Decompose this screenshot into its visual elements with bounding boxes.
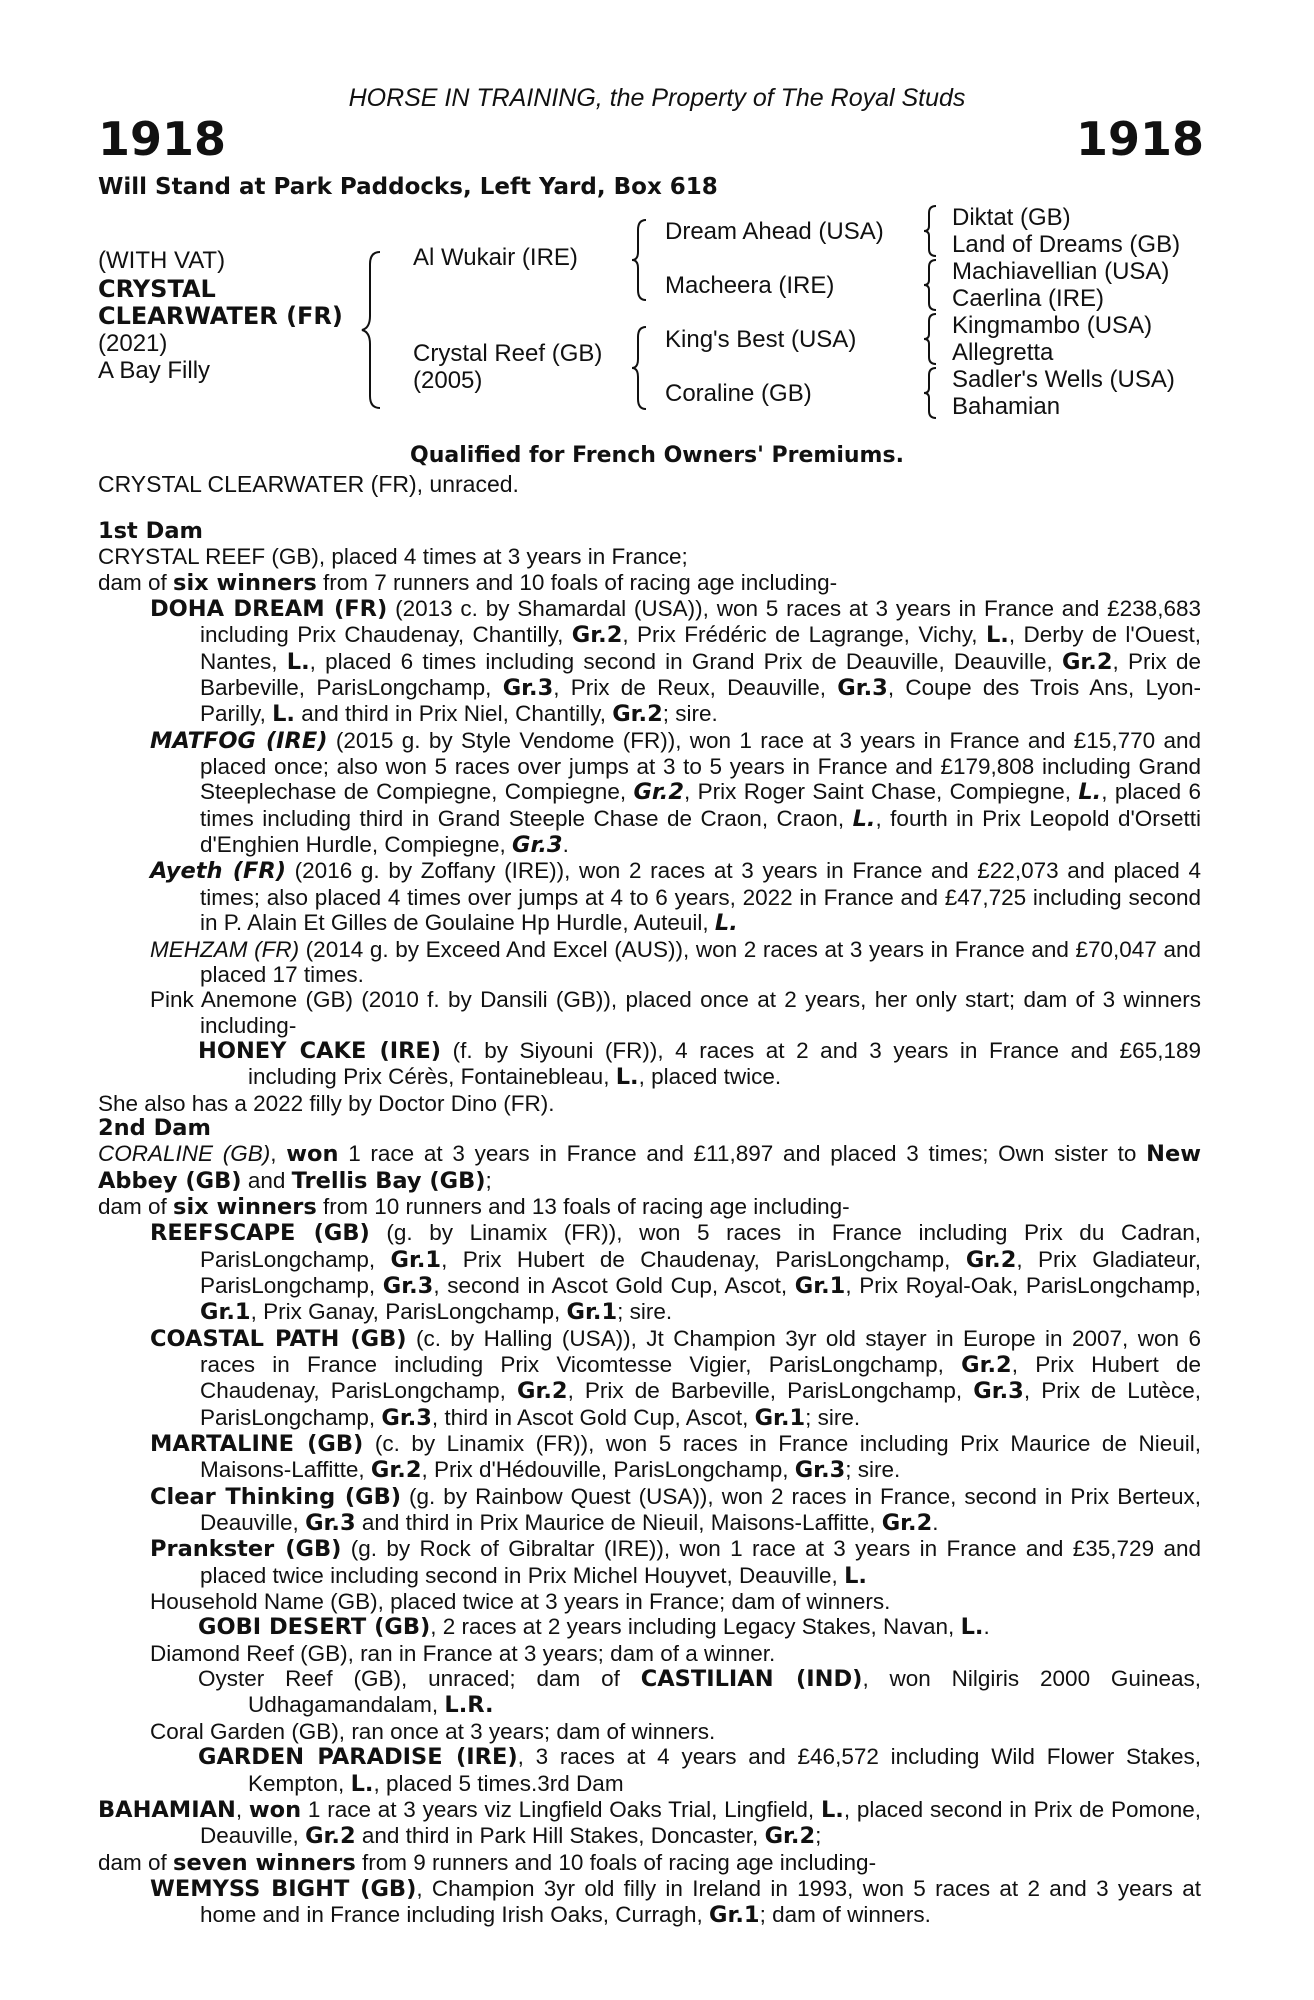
horse-name-line1: CRYSTAL [98,275,216,303]
produce-entry-mehzam: MEHZAM (FR) (2014 g. by Exceed And Excel (AUS)), won 2 races at 3 years in France and £70,047 and placed 17 times. [150,936,1201,987]
header-caption: HORSE IN TRAINING, the Property of The Royal Studs [348,84,966,112]
foaling-year: (2021) [98,330,168,357]
pedigree-brace-ds [922,312,946,366]
pedigree-brace-ss [922,204,946,258]
produce-entry-ayeth: Ayeth (FR) (2016 g. by Zoffany (IRE)), won 2 races at 3 years in France and £22,073 and placed 4 times; also placed 4 times over jumps at 4 to 6 years, 2022 in France and £47,725 including second in P. Alain Et Gilles de Goulaine Hp Hurdle, Auteuil, L. [150,858,1201,937]
third-dam-intro: BAHAMIAN, won 1 race at 3 years viz Lingfield Oaks Trial, Lingfield, L., placed second in Prix de Pomone, Deauville, Gr.2 and third in Park Hill Stakes, Doncaster, Gr.2; [98,1796,1201,1850]
sire-sire-dam: Land of Dreams (GB) [952,231,1181,258]
vat-note: (WITH VAT) [98,247,226,274]
produce-entry-gobi-desert: GOBI DESERT (GB), 2 races at 2 years including Legacy Stakes, Navan, L.. [198,1614,990,1641]
sire-sire: Dream Ahead (USA) [665,218,884,245]
dam-sire-sire: Kingmambo (USA) [952,312,1153,339]
sire: Al Wukair (IRE) [413,244,578,271]
sire-sire-sire: Diktat (GB) [952,204,1071,231]
sire-dam: Macheera (IRE) [665,272,835,299]
first-dam-intro: CRYSTAL REEF (GB), placed 4 times at 3 years in France; [98,544,688,570]
produce-entry-oyster-reef: Oyster Reef (GB), unraced; dam of CASTILIAN (IND), won Nilgiris 2000 Guineas, Udhagamandalam, L.R. [198,1666,1201,1719]
dam-year: (2005) [413,367,483,394]
horse-name-line2: CLEARWATER (FR) [98,302,343,330]
stabling-location: Will Stand at Park Paddocks, Left Yard, Box 618 [98,174,718,200]
second-dam-heading: 2nd Dam [98,1114,211,1141]
pedigree-brace-sire [630,218,660,302]
produce-entry-doha-dream: DOHA DREAM (FR) (2013 c. by Shamardal (USA)), won 5 races at 3 years in France and £238,683 including Prix Chaudenay, Chantilly, Gr.2, Prix Frédéric de Lagrange, Vichy, L., Derby de l'Ouest, Nantes, L., placed 6 times including second in Grand Prix de Deauville, Deauville, Gr.2, Prix de Barbeville, ParisLongchamp, Gr.3, Prix de Reux, Deauville, Gr.3, Coupe des Trois Ans, Lyon-Parilly, L. and third in Prix Niel, Chantilly, Gr.2; sire. [150,596,1201,728]
sire-dam-sire: Machiavellian (USA) [952,258,1170,285]
premiums-note: Qualified for French Owners' Premiums. [410,443,904,468]
produce-entry-clear-thinking: Clear Thinking (GB) (g. by Rainbow Quest (USA)), won 2 races in France, second in Prix Berteux, Deauville, Gr.3 and third in Prix Maurice de Nieuil, Maisons-Laffitte, Gr.2. [150,1483,1201,1537]
produce-entry-pink-anemone: Pink Anemone (GB) (2010 f. by Dansili (GB)), placed once at 2 years, her only start; dam of 3 winners including- [150,987,1201,1038]
produce-entry-martaline: MARTALINE (GB) (c. by Linamix (FR)), won 5 races in France including Prix Maurice de Nieuil, Maisons-Laffitte, Gr.2, Prix d'Hédouville, ParisLongchamp, Gr.3; sire. [150,1431,1201,1484]
lot-number-right: 1918 [1075,112,1204,166]
produce-entry-coastal-path: COASTAL PATH (GB) (c. by Halling (USA)), Jt Champion 3yr old stayer in Europe in 2007, won 6 races in France including Prix Vicomtesse Vigier, ParisLongchamp, Gr.2, Prix Hubert de Chaudenay, ParisLongchamp, Gr.2, Prix de Barbeville, ParisLongchamp, Gr.3, Prix de Lutèce, ParisLongchamp, Gr.3, third in Ascot Gold Cup, Ascot, Gr.1; sire. [150,1325,1201,1431]
lot-number-left: 1918 [98,112,227,166]
produce-entry-honey-cake: HONEY CAKE (IRE) (f. by Siyouni (FR)), 4 races at 2 and 3 years in France and £65,189 including Prix Cérès, Fontainebleau, L., placed twice. [198,1037,1201,1091]
pedigree-brace-sd [922,258,946,312]
pedigree-brace-dd [922,366,946,420]
catalogue-body [98,519,1201,1929]
dam-sire-dam: Allegretta [952,339,1054,366]
produce-entry-prankster: Prankster (GB) (g. by Rock of Gibraltar (IRE)), won 1 race at 3 years in France and £35,729 and placed twice including second in Prix Michel Houyvet, Deauville, L. [150,1536,1201,1589]
sire-dam-dam: Caerlina (IRE) [952,285,1105,312]
first-dam-closing: She also has a 2022 filly by Doctor Dino (FR). [98,1090,555,1116]
produce-entry-reefscape: REEFSCAPE (GB) (g. by Linamix (FR)), won 5 races in France including Prix du Cadran, ParisLongchamp, Gr.1, Prix Hubert de Chaudenay, ParisLongchamp, Gr.2, Prix Gladiateur, ParisLongchamp, Gr.3, second in Ascot Gold Cup, Ascot, Gr.1, Prix Royal-Oak, ParisLongchamp, Gr.1, Prix Ganay, ParisLongchamp, Gr.1; sire. [150,1220,1202,1326]
produce-entry-garden-paradise: GARDEN PARADISE (IRE), 3 races at 4 years and £46,572 including Wild Flower Stakes, Kempton, L., placed 5 times.3rd Dam [198,1744,1202,1797]
pedigree-brace-main [360,250,400,410]
produce-entry-wemyss-bight: WEMYSS BIGHT (GB), Champion 3yr old filly in Ireland in 1993, won 5 races at 2 and 3 years at home and in France including Irish Oaks, Curragh, Gr.1; dam of winners. [150,1875,1201,1929]
unraced-note: CRYSTAL CLEARWATER (FR), unraced. [98,471,519,497]
produce-entry-diamond-reef: Diamond Reef (GB), ran in France at 3 years; dam of a winner. [150,1640,776,1666]
dam: Crystal Reef (GB) [413,340,603,367]
dam-dam-dam: Bahamian [952,393,1061,420]
produce-entry-matfog: MATFOG (IRE) (2015 g. by Style Vendome (FR)), won 1 race at 3 years in France and £15,770 and placed once; also won 5 races over jumps at 3 to 5 years in France and £179,808 including Grand Steeplechase de Compiegne, Compiegne, Gr.2, Prix Roger Saint Chase, Compiegne, L., placed 6 times including third in Grand Steeple Chase de Craon, Craon, L., fourth in Prix Leopold d'Orsetti d'Enghien Hurdle, Compiegne, Gr.3. [150,727,1202,859]
horse-description: A Bay Filly [98,357,211,384]
third-dam-produce: dam of seven winners from 9 runners and 10 foals of racing age including- [98,1849,877,1876]
pedigree-brace-dam [630,325,660,411]
dam-sire: King's Best (USA) [665,326,857,353]
first-dam-produce: dam of six winners from 7 runners and 10 foals of racing age including- [98,569,838,596]
second-dam-produce: dam of six winners from 10 runners and 13 foals of racing age including- [98,1193,850,1220]
dam-dam-sire: Sadler's Wells (USA) [952,366,1175,393]
second-dam-intro: CORALINE (GB), won 1 race at 3 years in France and £11,897 and placed 3 times; Own sister to New Abbey (GB) and Trellis Bay (GB); [98,1141,1201,1194]
produce-entry-household-name: Household Name (GB), placed twice at 3 years in France; dam of winners. [150,1589,891,1615]
produce-entry-coral-garden: Coral Garden (GB), ran once at 3 years; dam of winners. [150,1718,716,1744]
first-dam-heading: 1st Dam [98,518,203,544]
dam-dam: Coraline (GB) [665,380,812,407]
